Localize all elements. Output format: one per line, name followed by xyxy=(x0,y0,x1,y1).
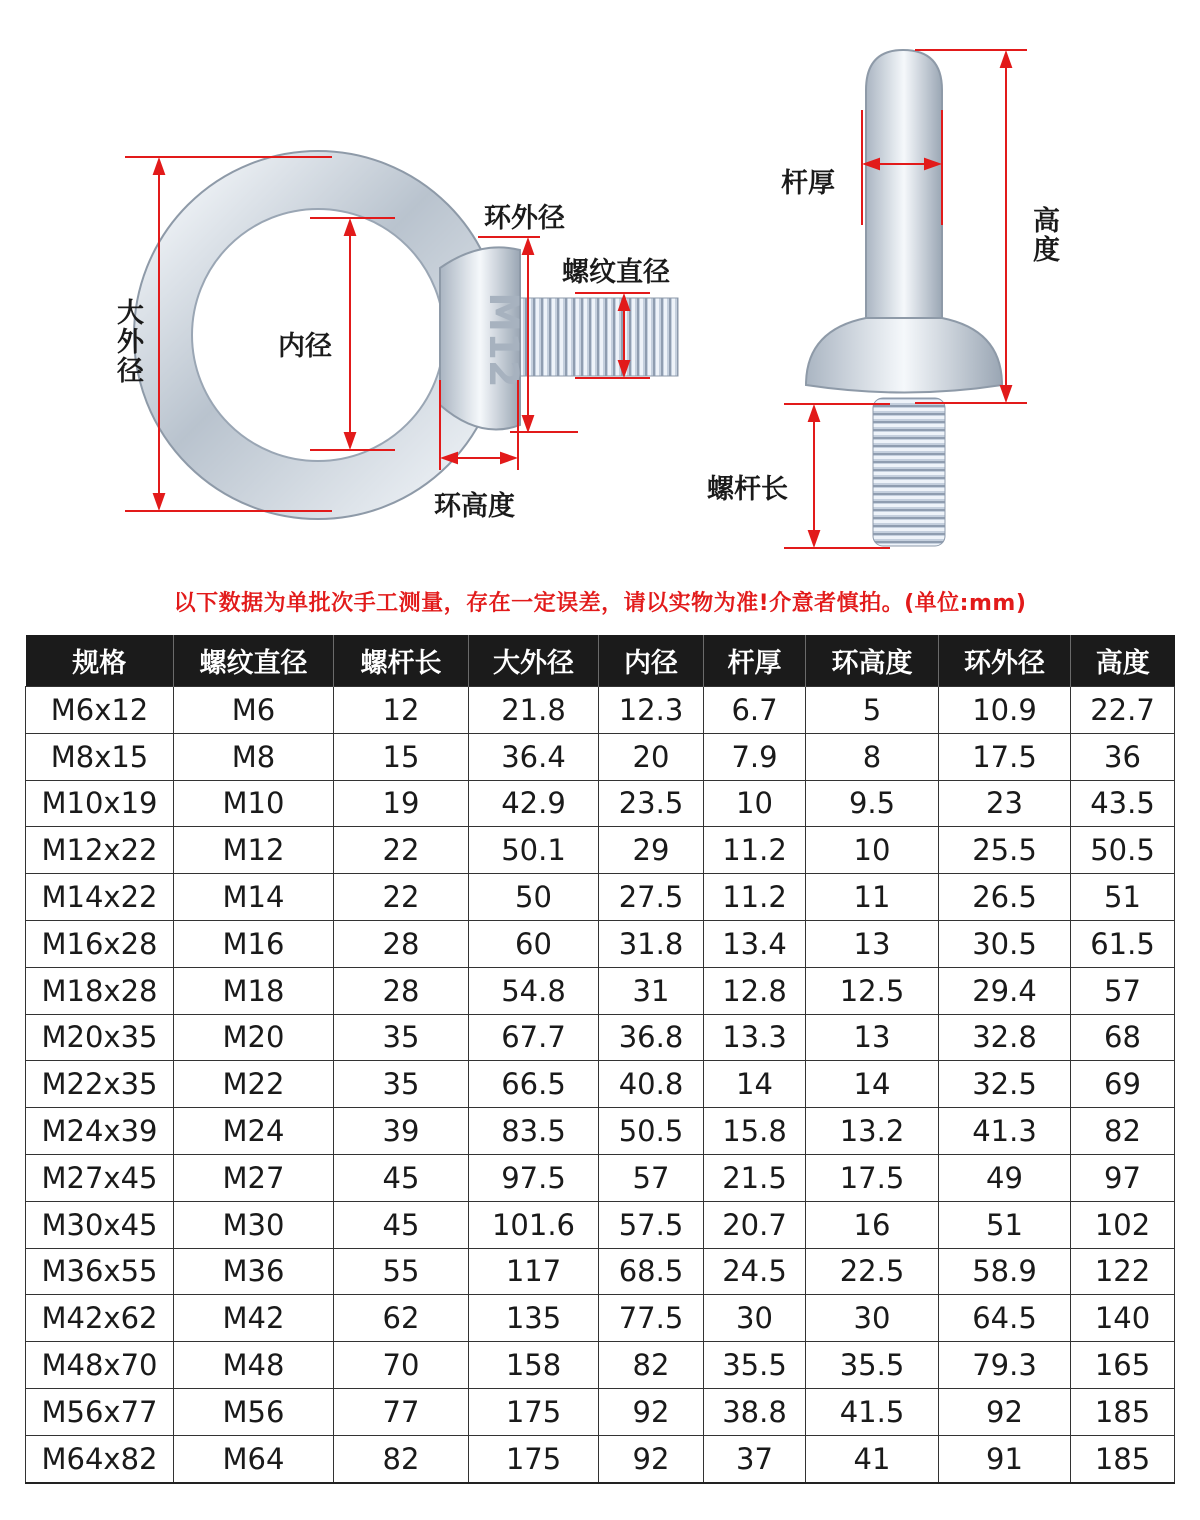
table-cell: M42 xyxy=(174,1295,334,1342)
table-cell: M22 xyxy=(174,1061,334,1108)
table-cell: M64 xyxy=(174,1435,334,1482)
table-cell: 41.5 xyxy=(806,1388,939,1435)
table-cell: 77 xyxy=(334,1388,469,1435)
table-row xyxy=(26,1061,1175,1108)
table-cell: 12.5 xyxy=(806,967,939,1014)
table-cell: 13.3 xyxy=(704,1014,806,1061)
table-cell: 50.5 xyxy=(1071,827,1175,874)
table-cell: 21.8 xyxy=(469,687,599,734)
stamp-text: M12 xyxy=(480,292,526,388)
spec-table xyxy=(25,635,1175,1484)
table-cell: 45 xyxy=(334,1201,469,1248)
table-cell: M56 xyxy=(174,1388,334,1435)
height-label: 高度 xyxy=(1028,206,1059,264)
table-cell: 50.1 xyxy=(469,827,599,874)
table-cell: 60 xyxy=(469,920,599,967)
table-cell: M27x45 xyxy=(26,1154,174,1201)
table-cell: 67.7 xyxy=(469,1014,599,1061)
screw-length-label: 螺杆长 xyxy=(707,474,788,505)
table-row xyxy=(26,920,1175,967)
table-cell: 24.5 xyxy=(704,1248,806,1295)
table-cell: M18 xyxy=(174,967,334,1014)
table-cell: 31 xyxy=(599,967,704,1014)
table-cell: 57 xyxy=(599,1154,704,1201)
table-cell: M8 xyxy=(174,733,334,780)
table-row xyxy=(26,1201,1175,1248)
table-cell: 62 xyxy=(334,1295,469,1342)
table-cell: 12 xyxy=(334,687,469,734)
table-row xyxy=(26,780,1175,827)
column-header: 杆厚 xyxy=(704,635,806,687)
table-cell: 10 xyxy=(806,827,939,874)
table-row xyxy=(26,687,1175,734)
table-cell: 22 xyxy=(334,827,469,874)
table-cell: 36.8 xyxy=(599,1014,704,1061)
table-cell: 97 xyxy=(1071,1154,1175,1201)
column-header: 规格 xyxy=(26,635,174,687)
table-cell: 6.7 xyxy=(704,687,806,734)
table-cell: 21.5 xyxy=(704,1154,806,1201)
table-cell: 77.5 xyxy=(599,1295,704,1342)
table-cell: 19 xyxy=(334,780,469,827)
table-cell: 175 xyxy=(469,1435,599,1482)
table-cell: 13.2 xyxy=(806,1108,939,1155)
table-cell: M42x62 xyxy=(26,1295,174,1342)
table-cell: 13 xyxy=(806,1014,939,1061)
column-header: 环外径 xyxy=(939,635,1071,687)
table-cell: 11.2 xyxy=(704,874,806,921)
table-cell: 14 xyxy=(704,1061,806,1108)
table-cell: 51 xyxy=(939,1201,1071,1248)
table-cell: 91 xyxy=(939,1435,1071,1482)
table-cell: 97.5 xyxy=(469,1154,599,1201)
column-header: 内径 xyxy=(599,635,704,687)
table-cell: 15.8 xyxy=(704,1108,806,1155)
thread-diameter-label: 螺纹直径 xyxy=(562,257,670,288)
table-row xyxy=(26,733,1175,780)
ring-height-label: 环高度 xyxy=(434,491,515,522)
table-cell: 39 xyxy=(334,1108,469,1155)
table-cell: M30 xyxy=(174,1201,334,1248)
table-cell: M64x82 xyxy=(26,1435,174,1482)
table-cell: M36x55 xyxy=(26,1248,174,1295)
right-bolt-thread xyxy=(873,398,945,546)
table-cell: 102 xyxy=(1071,1201,1175,1248)
table-cell: 29.4 xyxy=(939,967,1071,1014)
table-cell: M48x70 xyxy=(26,1342,174,1389)
table-row xyxy=(26,1248,1175,1295)
table-cell: M56x77 xyxy=(26,1388,174,1435)
table-cell: 17.5 xyxy=(939,733,1071,780)
dimension-diagram xyxy=(0,0,1200,570)
table-cell: 82 xyxy=(599,1342,704,1389)
table-cell: M10x19 xyxy=(26,780,174,827)
table-cell: 9.5 xyxy=(806,780,939,827)
table-cell: 61.5 xyxy=(1071,920,1175,967)
table-cell: 30.5 xyxy=(939,920,1071,967)
table-cell: 68.5 xyxy=(599,1248,704,1295)
table-cell: 32.8 xyxy=(939,1014,1071,1061)
table-row xyxy=(26,967,1175,1014)
table-cell: 36.4 xyxy=(469,733,599,780)
table-cell: 135 xyxy=(469,1295,599,1342)
table-row xyxy=(26,1435,1175,1482)
left-bolt-collar xyxy=(440,247,526,429)
table-cell: 158 xyxy=(469,1342,599,1389)
table-cell: 35 xyxy=(334,1014,469,1061)
table-cell: 38.8 xyxy=(704,1388,806,1435)
table-row xyxy=(26,1154,1175,1201)
table-cell: 20 xyxy=(599,733,704,780)
table-cell: 175 xyxy=(469,1388,599,1435)
inner-diameter-label: 内径 xyxy=(278,331,332,362)
column-header: 大外径 xyxy=(469,635,599,687)
table-cell: 22.7 xyxy=(1071,687,1175,734)
table-cell: 23.5 xyxy=(599,780,704,827)
table-cell: 57.5 xyxy=(599,1201,704,1248)
table-cell: M36 xyxy=(174,1248,334,1295)
table-cell: 165 xyxy=(1071,1342,1175,1389)
table-cell: 41.3 xyxy=(939,1108,1071,1155)
table-cell: 50 xyxy=(469,874,599,921)
table-cell: 29 xyxy=(599,827,704,874)
table-cell: M10 xyxy=(174,780,334,827)
table-cell: 22 xyxy=(334,874,469,921)
table-row xyxy=(26,827,1175,874)
table-cell: 64.5 xyxy=(939,1295,1071,1342)
table-cell: 50.5 xyxy=(599,1108,704,1155)
table-cell: 45 xyxy=(334,1154,469,1201)
table-cell: M20 xyxy=(174,1014,334,1061)
table-cell: 49 xyxy=(939,1154,1071,1201)
left-bolt-thread xyxy=(520,298,678,376)
table-cell: M12 xyxy=(174,827,334,874)
table-cell: 7.9 xyxy=(704,733,806,780)
table-cell: 82 xyxy=(1071,1108,1175,1155)
outer-diameter-label: 大外径 xyxy=(112,298,143,385)
column-header: 螺杆长 xyxy=(334,635,469,687)
table-cell: M14x22 xyxy=(26,874,174,921)
ring-outer-diameter-label: 环外径 xyxy=(484,203,565,234)
table-cell: 122 xyxy=(1071,1248,1175,1295)
table-header-row xyxy=(26,635,1175,687)
table-cell: M22x35 xyxy=(26,1061,174,1108)
table-cell: 10 xyxy=(704,780,806,827)
table-cell: 36 xyxy=(1071,733,1175,780)
table-cell: 117 xyxy=(469,1248,599,1295)
table-cell: 11 xyxy=(806,874,939,921)
table-cell: 35.5 xyxy=(806,1342,939,1389)
column-header: 环高度 xyxy=(806,635,939,687)
table-row xyxy=(26,1295,1175,1342)
table-cell: M16 xyxy=(174,920,334,967)
table-row xyxy=(26,1014,1175,1061)
table-cell: 20.7 xyxy=(704,1201,806,1248)
table-cell: 66.5 xyxy=(469,1061,599,1108)
table-cell: 28 xyxy=(334,967,469,1014)
right-bolt-ring xyxy=(806,50,1002,393)
table-cell: 31.8 xyxy=(599,920,704,967)
table-cell: 51 xyxy=(1071,874,1175,921)
table-cell: 16 xyxy=(806,1201,939,1248)
table-cell: 140 xyxy=(1071,1295,1175,1342)
table-cell: 13 xyxy=(806,920,939,967)
table-cell: M8x15 xyxy=(26,733,174,780)
table-cell: 14 xyxy=(806,1061,939,1108)
table-row xyxy=(26,1388,1175,1435)
table-cell: M48 xyxy=(174,1342,334,1389)
table-cell: 83.5 xyxy=(469,1108,599,1155)
table-cell: 41 xyxy=(806,1435,939,1482)
table-cell: M30x45 xyxy=(26,1201,174,1248)
table-cell: M24x39 xyxy=(26,1108,174,1155)
table-cell: 22.5 xyxy=(806,1248,939,1295)
table-cell: 69 xyxy=(1071,1061,1175,1108)
table-cell: 13.4 xyxy=(704,920,806,967)
table-cell: 30 xyxy=(704,1295,806,1342)
column-header: 螺纹直径 xyxy=(174,635,334,687)
table-cell: 55 xyxy=(334,1248,469,1295)
table-cell: 92 xyxy=(599,1435,704,1482)
column-header: 高度 xyxy=(1071,635,1175,687)
table-cell: 185 xyxy=(1071,1388,1175,1435)
table-cell: 43.5 xyxy=(1071,780,1175,827)
table-cell: 10.9 xyxy=(939,687,1071,734)
table-cell: 28 xyxy=(334,920,469,967)
table-cell: M16x28 xyxy=(26,920,174,967)
table-cell: 5 xyxy=(806,687,939,734)
table-cell: 58.9 xyxy=(939,1248,1071,1295)
table-cell: 12.8 xyxy=(704,967,806,1014)
table-cell: 35 xyxy=(334,1061,469,1108)
table-cell: 42.9 xyxy=(469,780,599,827)
table-cell: 101.6 xyxy=(469,1201,599,1248)
table-cell: 185 xyxy=(1071,1435,1175,1482)
table-cell: 25.5 xyxy=(939,827,1071,874)
table-row xyxy=(26,1342,1175,1389)
table-cell: 26.5 xyxy=(939,874,1071,921)
table-cell: 70 xyxy=(334,1342,469,1389)
table-cell: 79.3 xyxy=(939,1342,1071,1389)
table-cell: 92 xyxy=(599,1388,704,1435)
table-cell: M14 xyxy=(174,874,334,921)
table-cell: 37 xyxy=(704,1435,806,1482)
table-cell: M12x22 xyxy=(26,827,174,874)
table-cell: M18x28 xyxy=(26,967,174,1014)
table-row xyxy=(26,1108,1175,1155)
table-cell: M20x35 xyxy=(26,1014,174,1061)
table-cell: M24 xyxy=(174,1108,334,1155)
rod-thickness-label: 杆厚 xyxy=(781,168,835,199)
table-cell: M27 xyxy=(174,1154,334,1201)
table-cell: 15 xyxy=(334,733,469,780)
table-cell: 8 xyxy=(806,733,939,780)
table-cell: 92 xyxy=(939,1388,1071,1435)
table-cell: 12.3 xyxy=(599,687,704,734)
table-cell: 54.8 xyxy=(469,967,599,1014)
table-cell: 35.5 xyxy=(704,1342,806,1389)
table-cell: M6 xyxy=(174,687,334,734)
table-row xyxy=(26,874,1175,921)
table-cell: M6x12 xyxy=(26,687,174,734)
table-cell: 40.8 xyxy=(599,1061,704,1108)
table-cell: 17.5 xyxy=(806,1154,939,1201)
measurement-note: 以下数据为单批次手工测量，存在一定误差，请以实物为准!介意者慎拍。(单位:mm) xyxy=(173,591,1027,616)
table-cell: 27.5 xyxy=(599,874,704,921)
table-cell: 57 xyxy=(1071,967,1175,1014)
table-cell: 30 xyxy=(806,1295,939,1342)
table-cell: 23 xyxy=(939,780,1071,827)
table-cell: 68 xyxy=(1071,1014,1175,1061)
table-cell: 11.2 xyxy=(704,827,806,874)
table-cell: 32.5 xyxy=(939,1061,1071,1108)
table-cell: 82 xyxy=(334,1435,469,1482)
